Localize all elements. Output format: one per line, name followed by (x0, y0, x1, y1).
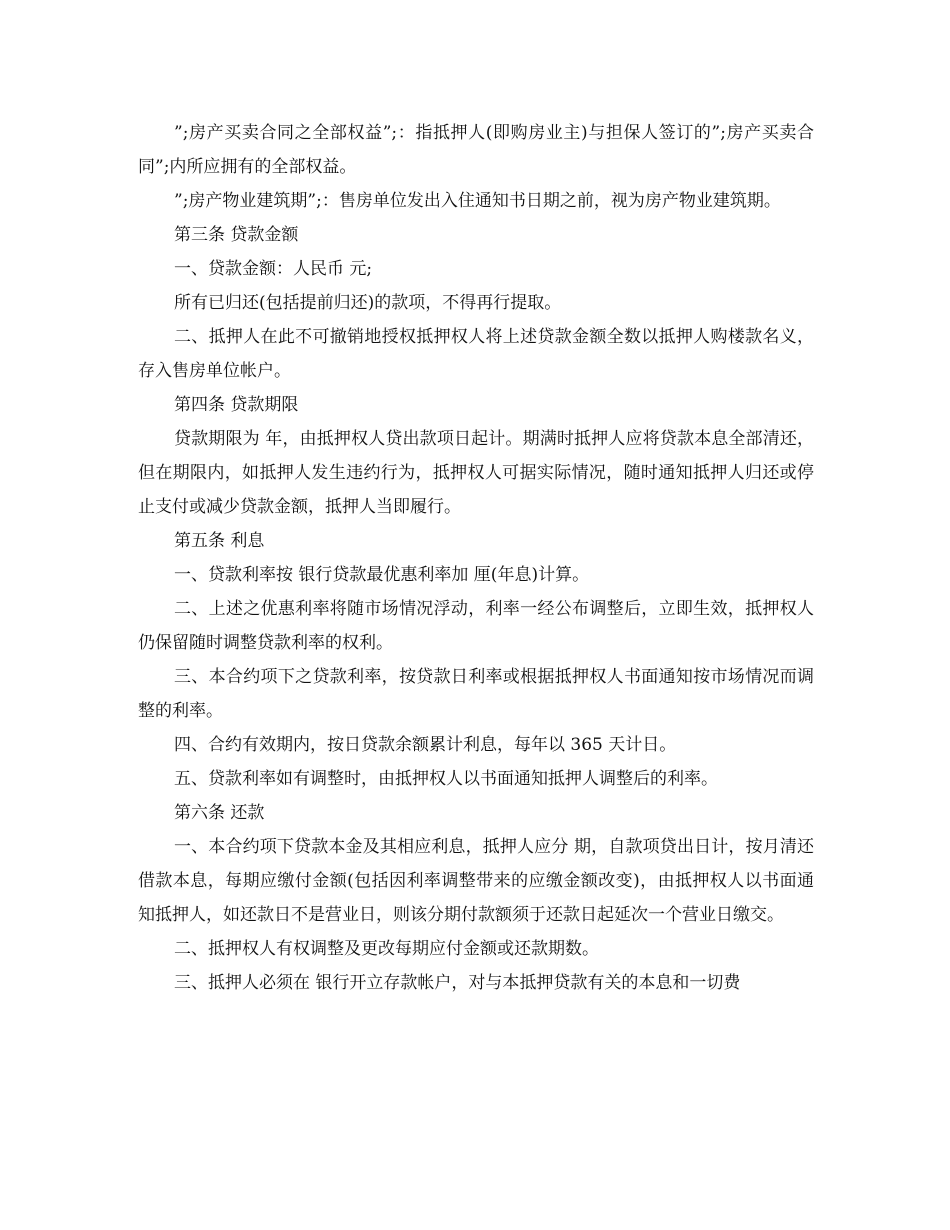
article-6-item-2: 二、抵押权人有权调整及更改每期应付金额或还款期数。 (174, 939, 599, 959)
article-3-heading: 第三条 贷款金额 (174, 225, 299, 245)
article-6-item-3: 三、抵押人必须在 银行开立存款帐户，对与本抵押贷款有关的本息和一切费 (174, 973, 741, 993)
article-5-item-2: 二、上述之优惠利率将随市场情况浮动，利率一经公布调整后，立即生效，抵押权人仍保留随时调整贷款利率的权利。 (138, 599, 814, 653)
article-5-item-3: 三、本合约项下之贷款利率，按贷款日利率或根据抵押权人书面通知按市场情况而调整的利率。 (138, 667, 814, 721)
article-6-item-1: 一、本合约项下贷款本金及其相应利息，抵押人应分 期，自款项贷出日计，按月清还借款本息，每期应缴付金额(包括因利率调整带来的应缴金额改变)，由抵押权人以书面通知抵押人，如还款日不是营业日，则该分期付款额须于还款日起延次一个营业日缴交。 (138, 837, 814, 925)
article-3-item-1: 一、贷款金额：人民币 元; (174, 259, 373, 279)
article-5-item-1: 一、贷款利率按 银行贷款最优惠利率加 厘(年息)计算。 (174, 565, 590, 585)
paragraph-definition-construction-period: ”;房产物业建筑期”;：售房单位发出入住通知书日期之前，视为房产物业建筑期。 (174, 191, 781, 211)
article-6-heading: 第六条 还款 (174, 803, 265, 823)
paragraph-definition-property-rights: ”;房产买卖合同之全部权益”;：指抵押人(即购房业主)与担保人签订的”;房产买卖合同”;内所应拥有的全部权益。 (138, 123, 814, 177)
article-5-item-5: 五、贷款利率如有调整时，由抵押权人以书面通知抵押人调整后的利率。 (174, 769, 718, 789)
article-5-item-4: 四、合约有效期内，按日贷款余额累计利息，每年以 365 天计日。 (174, 735, 677, 755)
article-5-heading: 第五条 利息 (174, 531, 265, 551)
article-4-body: 贷款期限为 年，由抵押权人贷出款项日起计。期满时抵押人应将贷款本息全部清还，但在期限内，如抵押人发生违约行为，抵押权人可据实际情况，随时通知抵押人归还或停止支付或减少贷款金额，抵押人当即履行。 (138, 429, 814, 517)
article-4-heading: 第四条 贷款期限 (174, 395, 299, 415)
article-3-item-2: 二、抵押人在此不可撤销地授权抵押权人将上述贷款金额全数以抵押人购楼款名义，存入售房单位帐户。 (138, 327, 814, 381)
document-page (138, 116, 814, 1000)
article-3-note: 所有已归还(包括提前归还)的款项，不得再行提取。 (174, 293, 562, 313)
